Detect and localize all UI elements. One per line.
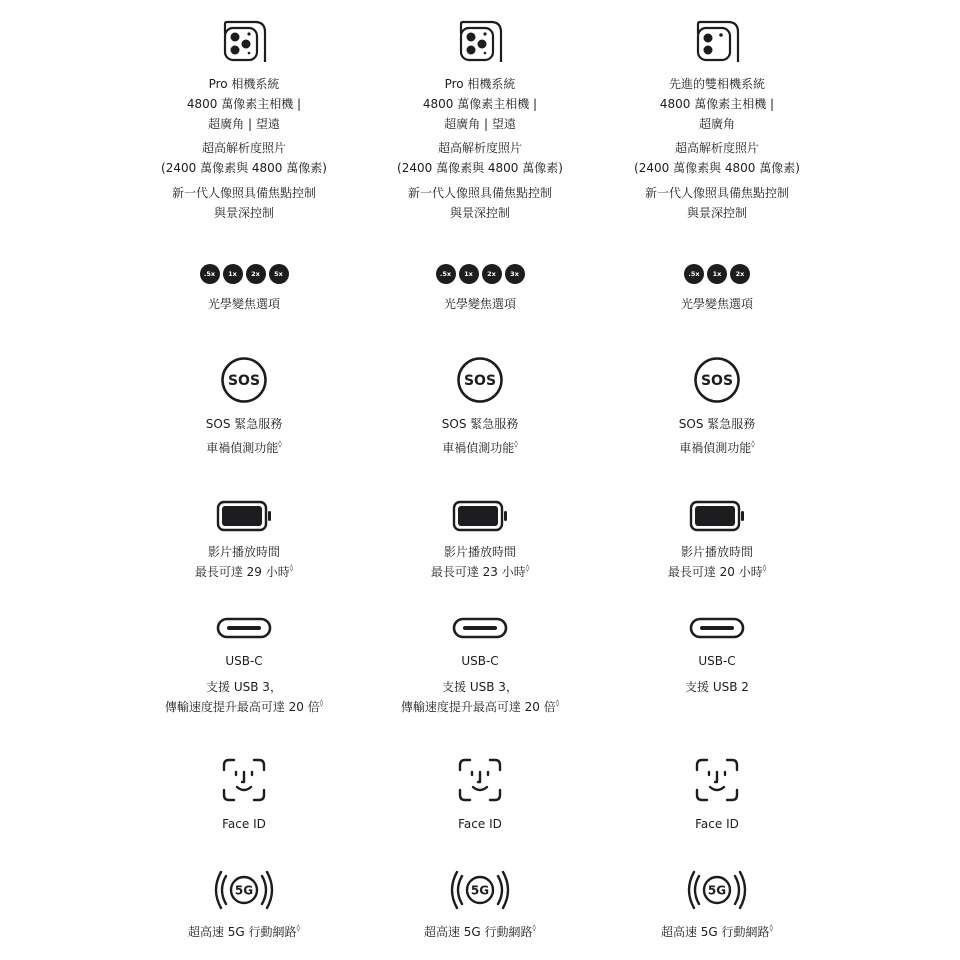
5g-icon xyxy=(448,868,512,912)
footnote-mark: ◊ xyxy=(532,924,537,932)
port-line-2: 傳輸速度提升最高可達 20 倍 xyxy=(400,700,556,714)
port-name: USB-C xyxy=(698,654,736,668)
portrait-line-1: 新一代人像照具備焦點控制 xyxy=(407,186,552,200)
port-line-1: 支援 USB 2 xyxy=(685,680,749,694)
footnote-mark: ◊ xyxy=(296,924,301,932)
face-id-icon xyxy=(695,758,739,802)
resolution-line-1: 超高解析度照片 xyxy=(437,141,522,155)
zoom-option: .5x xyxy=(436,264,456,284)
safety-line-2: 車禍偵測功能 xyxy=(206,441,279,455)
zoom-label: 光學變焦選項 xyxy=(680,297,753,311)
resolution-line-2: (2400 萬像素與 4800 萬像素) xyxy=(397,161,563,175)
battery-section xyxy=(557,500,877,582)
zoom-options xyxy=(557,264,877,284)
safety-line-1: SOS 緊急服務 xyxy=(678,417,756,431)
network-label: 超高速 5G 行動網路 xyxy=(187,925,297,939)
zoom-option: 1x xyxy=(459,264,479,284)
5g-icon-text: 5G xyxy=(234,883,254,898)
faceid-section xyxy=(557,758,877,834)
zoom-option: 2x xyxy=(730,264,750,284)
5g-icon-text: 5G xyxy=(470,883,490,898)
sos-icon-text: SOS xyxy=(227,373,261,389)
port-name: USB-C xyxy=(461,654,499,668)
faceid-label: Face ID xyxy=(695,817,739,831)
camera-section xyxy=(557,18,877,134)
usb-c-icon xyxy=(452,617,508,639)
5g-icon-text: 5G xyxy=(707,883,727,898)
safety-section xyxy=(557,356,877,458)
zoom-label: 光學變焦選項 xyxy=(443,297,516,311)
camera-line-1: 先進的雙相機系統 xyxy=(668,77,765,91)
footnote-mark: ◊ xyxy=(278,440,282,448)
safety-line-1: SOS 緊急服務 xyxy=(205,417,283,431)
network-label: 超高速 5G 行動網路 xyxy=(660,925,770,939)
port-line-2: 傳輸速度提升最高可達 20 倍 xyxy=(164,700,320,714)
zoom-option: 3x xyxy=(505,264,525,284)
camera-line-3: 超廣角 xyxy=(698,117,735,131)
camera-line-1: Pro 相機系統 xyxy=(444,77,516,91)
5g-icon xyxy=(685,868,749,912)
port-line-1: 支援 USB 3， xyxy=(206,680,282,694)
camera-line-3: 超廣角 | 望遠 xyxy=(444,117,516,131)
resolution-line-1: 超高解析度照片 xyxy=(674,141,759,155)
battery-icon xyxy=(689,500,745,532)
footnote-mark: ◊ xyxy=(751,440,755,448)
sos-icon xyxy=(220,356,268,404)
portrait-line-1: 新一代人像照具備焦點控制 xyxy=(644,186,789,200)
port-name: USB-C xyxy=(225,654,263,668)
zoom-section xyxy=(557,264,877,314)
zoom-option: 1x xyxy=(223,264,243,284)
zoom-option: 2x xyxy=(246,264,266,284)
battery-line-2: 最長可達 29 小時 xyxy=(194,565,290,579)
camera-line-2: 4800 萬像素主相機 | xyxy=(422,97,538,111)
usb-c-icon xyxy=(216,617,272,639)
face-id-icon xyxy=(222,758,266,802)
portrait-section xyxy=(557,183,877,223)
camera-dual-icon xyxy=(694,18,740,64)
safety-line-2: 車禍偵測功能 xyxy=(442,441,515,455)
zoom-label: 光學變焦選項 xyxy=(207,297,280,311)
camera-triple-icon xyxy=(221,18,267,64)
5g-icon xyxy=(212,868,276,912)
zoom-option: 5x xyxy=(269,264,289,284)
portrait-line-2: 與景深控制 xyxy=(213,206,274,220)
sos-icon xyxy=(456,356,504,404)
portrait-line-1: 新一代人像照具備焦點控制 xyxy=(171,186,316,200)
zoom-option: 1x xyxy=(707,264,727,284)
safety-line-2: 車禍偵測功能 xyxy=(679,441,752,455)
resolution-section xyxy=(557,138,877,178)
footnote-mark: ◊ xyxy=(555,699,560,707)
battery-line-2: 最長可達 23 小時 xyxy=(430,565,526,579)
battery-line-1: 影片播放時間 xyxy=(680,545,753,559)
battery-line-2: 最長可達 20 小時 xyxy=(667,565,763,579)
battery-line-1: 影片播放時間 xyxy=(207,545,280,559)
footnote-mark: ◊ xyxy=(514,440,518,448)
footnote-mark: ◊ xyxy=(769,924,774,932)
port-line-1: 支援 USB 3， xyxy=(442,680,518,694)
zoom-option: .5x xyxy=(684,264,704,284)
camera-line-2: 4800 萬像素主相機 | xyxy=(659,97,775,111)
zoom-option: .5x xyxy=(200,264,220,284)
camera-line-2: 4800 萬像素主相機 | xyxy=(186,97,302,111)
model-column-3 xyxy=(557,0,877,960)
portrait-line-2: 與景深控制 xyxy=(686,206,747,220)
battery-icon xyxy=(216,500,272,532)
network-section xyxy=(557,868,877,942)
usb-c-icon xyxy=(689,617,745,639)
camera-triple-icon xyxy=(457,18,503,64)
footnote-mark: ◊ xyxy=(762,564,767,572)
face-id-icon xyxy=(458,758,502,802)
sos-icon-text: SOS xyxy=(700,373,734,389)
faceid-label: Face ID xyxy=(458,817,502,831)
battery-line-1: 影片播放時間 xyxy=(443,545,516,559)
port-section xyxy=(557,617,877,697)
safety-line-1: SOS 緊急服務 xyxy=(441,417,519,431)
resolution-line-2: (2400 萬像素與 4800 萬像素) xyxy=(161,161,327,175)
resolution-line-1: 超高解析度照片 xyxy=(201,141,286,155)
sos-icon-text: SOS xyxy=(463,373,497,389)
camera-line-3: 超廣角 | 望遠 xyxy=(208,117,280,131)
faceid-label: Face ID xyxy=(222,817,266,831)
footnote-mark: ◊ xyxy=(525,564,530,572)
network-label: 超高速 5G 行動網路 xyxy=(423,925,533,939)
resolution-line-2: (2400 萬像素與 4800 萬像素) xyxy=(634,161,800,175)
footnote-mark: ◊ xyxy=(319,699,324,707)
battery-icon xyxy=(452,500,508,532)
sos-icon xyxy=(693,356,741,404)
zoom-option: 2x xyxy=(482,264,502,284)
camera-line-1: Pro 相機系統 xyxy=(208,77,280,91)
portrait-line-2: 與景深控制 xyxy=(449,206,510,220)
footnote-mark: ◊ xyxy=(289,564,294,572)
